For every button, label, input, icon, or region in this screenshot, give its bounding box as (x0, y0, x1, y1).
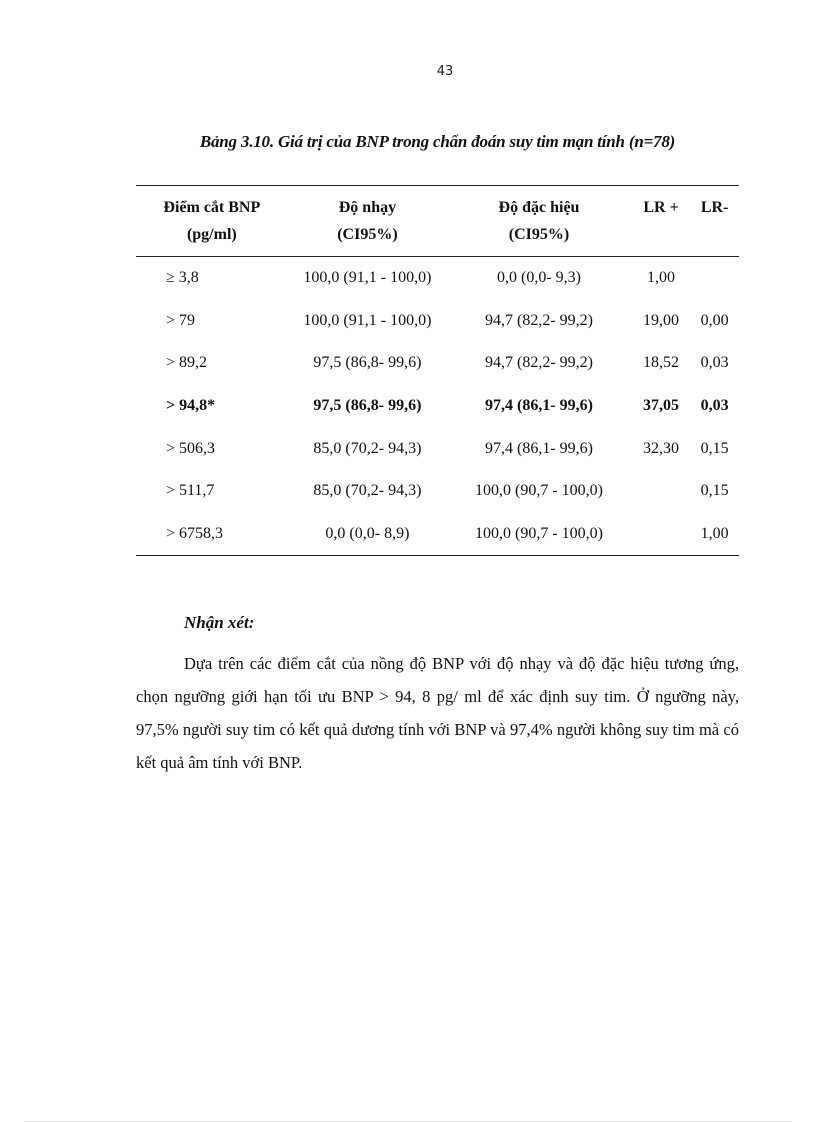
table-row (136, 427, 739, 470)
bnp-diagnostic-table (136, 185, 739, 556)
cell-lr-positive: 18,52 (643, 354, 680, 372)
header-cutoff: Điểm cắt BNP (136, 186, 289, 223)
table-row (136, 342, 739, 385)
cell-lr-negative: 0,03 (700, 397, 729, 415)
header-specificity: Độ đặc hiệu (446, 186, 632, 223)
cell-specificity: 94,7 (82,2- 99,2) (485, 354, 593, 372)
cell-lr-negative: 0,15 (700, 482, 729, 500)
cell-sensitivity: 0,0 (0,0- 8,9) (289, 513, 447, 556)
header-cutoff-unit: (pg/ml) (136, 222, 289, 257)
cell-specificity: 100,0 (90,7 - 100,0) (475, 482, 603, 500)
cell-lr-positive: 37,05 (643, 397, 680, 415)
cell-lr-positive (632, 470, 690, 513)
header-lr-negative-unit (690, 222, 739, 257)
cell-lr-positive: 19,00 (643, 311, 680, 329)
cell-specificity: 94,7 (82,2- 99,2) (485, 311, 593, 329)
cell-lr-negative: 0,00 (700, 311, 729, 329)
table-row (136, 300, 739, 343)
table-header-row-units (136, 222, 739, 257)
cell-lr-positive (632, 513, 690, 556)
cell-cutoff: > 6758,3 (136, 513, 289, 556)
cell-cutoff: > 94,8* (166, 397, 216, 415)
table-caption: Bảng 3.10. Giá trị của BNP trong chẩn đoán suy tim mạn tính (n=78) (199, 132, 676, 151)
table-header-row (136, 186, 739, 223)
cell-sensitivity: 85,0 (70,2- 94,3) (313, 482, 422, 500)
cell-sensitivity: 100,0 (91,1 - 100,0) (303, 311, 432, 329)
cell-sensitivity: 85,0 (70,2- 94,3) (313, 439, 422, 457)
page-bottom-divider (24, 1121, 792, 1122)
table-row-optimal (136, 385, 739, 428)
header-sensitivity: Độ nhạy (289, 186, 447, 223)
table-row (136, 257, 739, 300)
cell-lr-negative: 1,00 (690, 513, 739, 556)
cell-cutoff: > 511,7 (166, 482, 215, 500)
cell-cutoff: ≥ 3,8 (166, 269, 199, 287)
cell-sensitivity: 97,5 (86,8- 99,6) (313, 354, 422, 372)
cell-lr-negative: 0,15 (700, 439, 729, 457)
cell-sensitivity: 97,5 (86,8- 99,6) (313, 397, 422, 415)
cell-cutoff: > 89,2 (166, 354, 208, 372)
cell-lr-negative: 0,03 (700, 354, 729, 372)
comment-paragraph: Dựa trên các điểm cắt của nồng độ BNP với độ nhạy và độ đặc hiệu tương ứng, chọn ngưỡng giới hạn tối ưu BNP > 94, 8 pg/ ml để xác định suy tim. Ở ngưỡng này, 97,5% người suy tim có kết quả dương tính với BNP và 97,4% người không suy tim mà có kết quả âm tính với BNP. (136, 654, 739, 772)
page-number: 43 (436, 64, 454, 79)
cell-lr-positive: 32,30 (643, 439, 680, 457)
cell-specificity: 0,0 (0,0- 9,3) (497, 269, 581, 287)
cell-sensitivity: 100,0 (91,1 - 100,0) (303, 269, 432, 287)
cell-cutoff: > 79 (166, 311, 196, 329)
cell-lr-positive: 1,00 (647, 269, 676, 287)
cell-lr-negative (690, 257, 739, 300)
header-specificity-unit: (CI95%) (446, 222, 632, 257)
table-row (136, 513, 739, 556)
comment-title: Nhận xét: (184, 613, 255, 632)
cell-specificity: 100,0 (90,7 - 100,0) (446, 513, 632, 556)
cell-cutoff: > 506,3 (166, 439, 216, 457)
header-lr-positive: LR + (632, 186, 690, 223)
cell-specificity: 97,4 (86,1- 99,6) (485, 397, 593, 415)
header-lr-positive-unit (632, 222, 690, 257)
header-sensitivity-unit: (CI95%) (289, 222, 447, 257)
header-lr-negative: LR- (690, 186, 739, 223)
cell-specificity: 97,4 (86,1- 99,6) (485, 439, 593, 457)
table-row (136, 470, 739, 513)
